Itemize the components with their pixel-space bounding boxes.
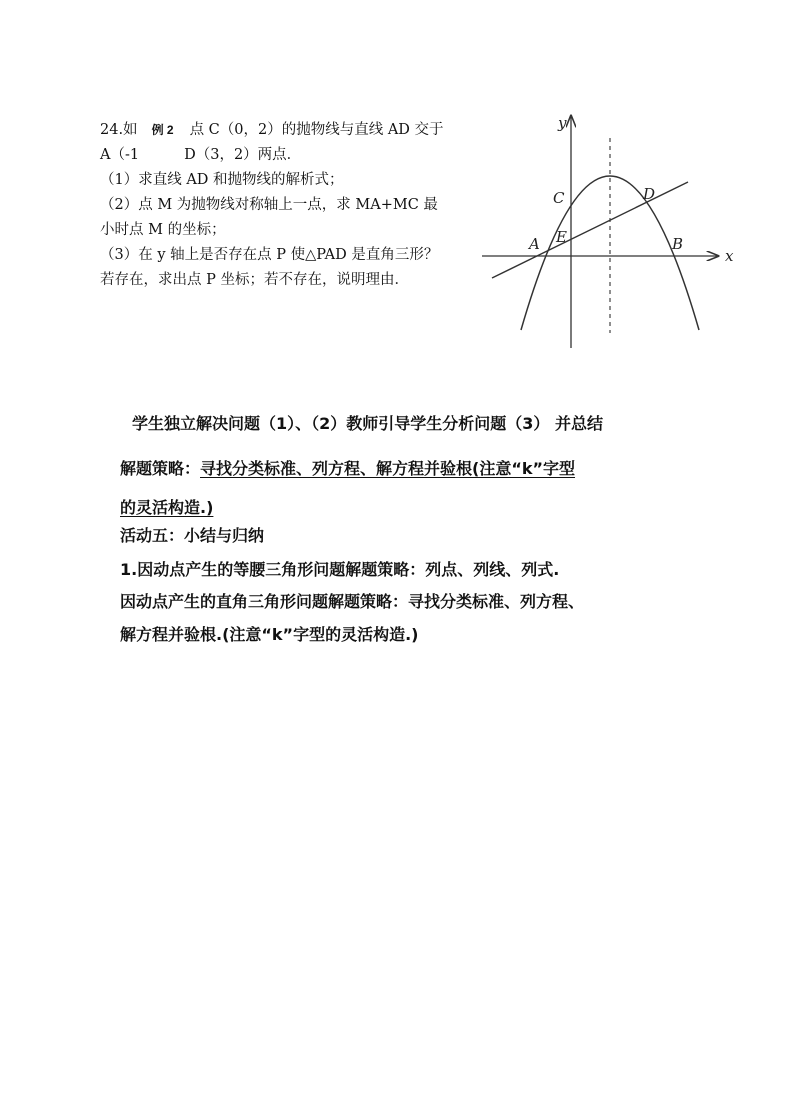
teaching-note: 学生独立解决问题（1）、（2）教师引导学生分析问题（3） 并总结 (132, 414, 603, 433)
question-2-line-2: 小时点 M 的坐标； (100, 222, 226, 238)
x-axis-label: x (725, 247, 734, 265)
activity-heading: 活动五：小结与归纳 (120, 526, 265, 545)
point-e-label: E (556, 228, 567, 246)
problem-line-1-text: 点 C（0，2）的抛物线与直线 AD 交于 (189, 122, 444, 138)
problem-line-1 (100, 118, 444, 143)
summary-line-2: 因动点产生的直角三角形问题解题策略：寻找分类标准、列方程、 (120, 592, 585, 611)
point-a-text: A（-1 (100, 147, 140, 163)
example-label: 例 2 (151, 123, 174, 137)
summary-line-3: 解方程并验根.(注意“k”字型的灵活构造.) (120, 625, 419, 644)
question-1: （1）求直线 AD 和抛物线的解析式； (100, 172, 344, 188)
point-a-label: A (529, 235, 540, 253)
problem-line-2 (100, 143, 301, 168)
y-axis-label: y (558, 114, 567, 132)
strategy-prefix: 解题策略： (120, 459, 201, 478)
line-ad (492, 182, 688, 278)
parabola-graph (478, 108, 758, 358)
point-b-label: B (672, 235, 684, 253)
point-c-label: C (553, 189, 565, 207)
problem-number: 24.如 (100, 122, 138, 138)
strategy-line-1 (120, 456, 575, 479)
point-d-label: D (643, 185, 656, 203)
question-3-line-2: 若存在，求出点 P 坐标；若不存在，说明理由． (100, 272, 409, 288)
strategy-line-2: 的灵活构造.) (120, 498, 214, 517)
question-2-line-1: （2）点 M 为抛物线对称轴上一点，求 MA+MC 最 (100, 197, 438, 213)
question-3-line-1: （3）在 y 轴上是否存在点 P 使△PAD 是直角三形？ (100, 247, 439, 263)
point-d-text: D（3，2）两点． (184, 147, 302, 163)
strategy-text: 寻找分类标准、列方程、解方程并验根(注意“k”字型 (200, 459, 576, 478)
summary-line-1: 1.因动点产生的等腰三角形问题解题策略：列点、列线、列式. (120, 560, 560, 579)
